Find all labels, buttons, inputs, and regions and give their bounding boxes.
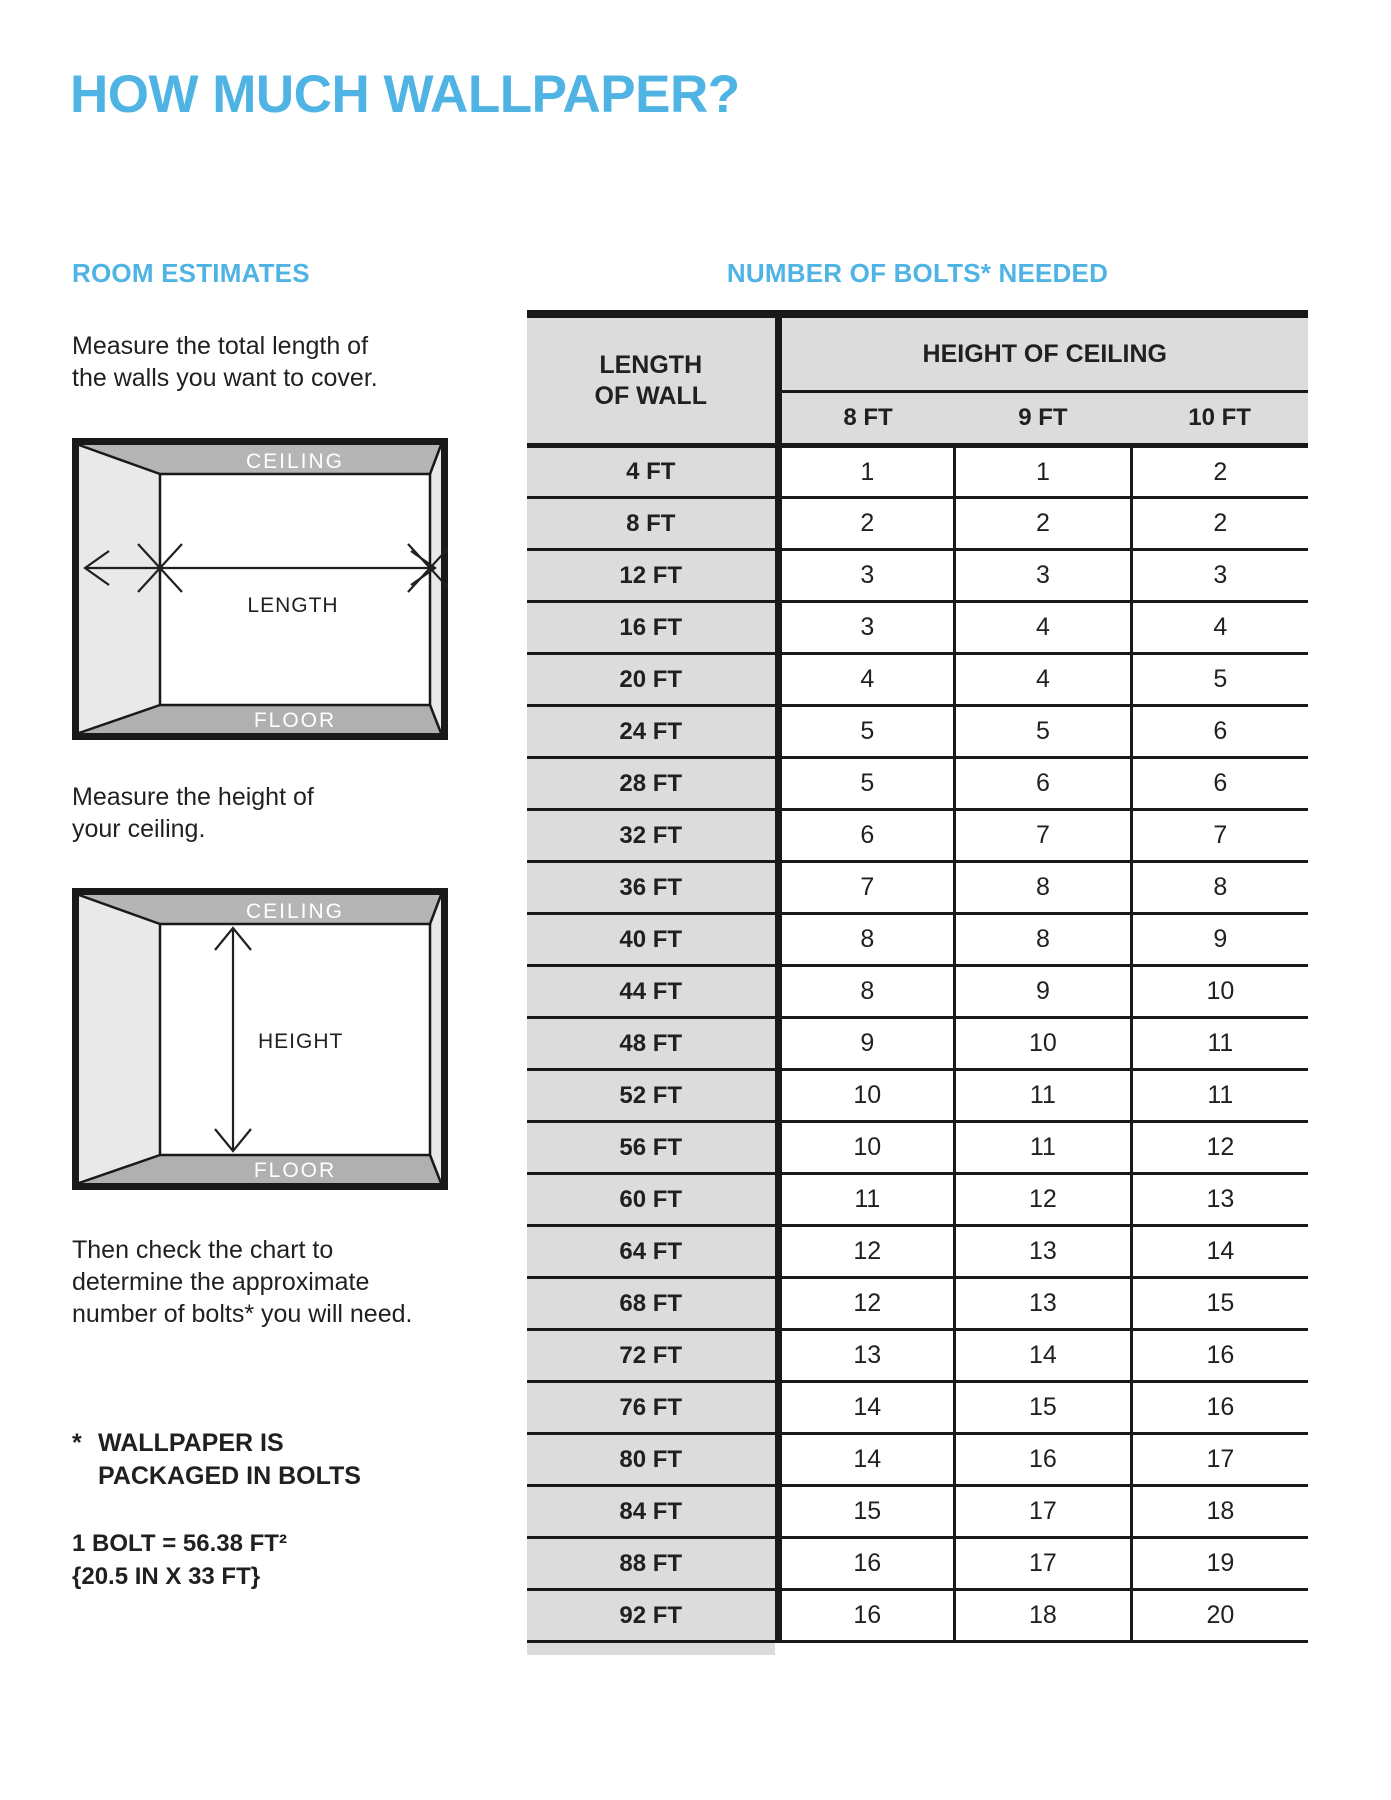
table-row [527,966,1308,1018]
bolt-count-cell: 12 [778,1278,955,1330]
bolt-count-cell: 3 [778,602,955,654]
wall-length-cell: 28 FT [527,758,778,810]
table-header-row [527,314,1308,392]
bolt-count-cell: 10 [778,1070,955,1122]
instruction-line: Then check the chart to [72,1236,334,1264]
ceiling-label: CEILING [245,900,345,923]
bolt-count-cell: 16 [1131,1330,1308,1382]
col-header-10ft: 10 FT [1131,392,1308,446]
bolt-count-cell: 3 [1131,550,1308,602]
bolt-count-cell: 13 [955,1226,1132,1278]
bolt-count-cell: 11 [778,1174,955,1226]
bolt-count-cell: 16 [1131,1382,1308,1434]
table-row [527,602,1308,654]
wall-length-cell: 36 FT [527,862,778,914]
bolt-count-cell: 8 [1131,862,1308,914]
bolt-count-cell: 6 [1131,706,1308,758]
table-row [527,1122,1308,1174]
table-row [527,446,1308,498]
table-body [527,446,1308,1642]
wall-length-cell: 12 FT [527,550,778,602]
wall-length-cell: 92 FT [527,1590,778,1642]
instruction-line: the walls you want to cover. [72,364,378,392]
table-row [527,914,1308,966]
bolt-size-line: 1 BOLT = 56.38 FT² [72,1530,287,1557]
instruction-measure-length [72,330,378,394]
table-row [527,498,1308,550]
bolt-count-cell: 6 [778,810,955,862]
wall-length-cell: 72 FT [527,1330,778,1382]
col-header-8ft: 8 FT [778,392,955,446]
wall-length-cell: 16 FT [527,602,778,654]
bolt-count-cell: 7 [1131,810,1308,862]
instruction-measure-height [72,781,314,845]
table-row [527,810,1308,862]
bolt-count-cell: 4 [778,654,955,706]
bolt-count-cell: 12 [1131,1122,1308,1174]
length-label: LENGTH [247,594,339,617]
instruction-line: Measure the height of [72,783,314,811]
length-of-wall-header [527,314,778,446]
bolt-count-cell: 18 [955,1590,1132,1642]
bolt-count-cell: 5 [778,758,955,810]
instruction-line: number of bolts* you will need. [72,1300,413,1328]
bolt-count-cell: 9 [955,966,1132,1018]
table-row [527,1018,1308,1070]
bolt-count-cell: 8 [778,966,955,1018]
bolt-count-cell: 5 [778,706,955,758]
floor-label: FLOOR [253,1159,337,1182]
wall-length-cell: 68 FT [527,1278,778,1330]
bolt-count-cell: 20 [1131,1590,1308,1642]
bolt-count-cell: 14 [778,1434,955,1486]
room-length-diagram [72,438,448,740]
bolt-count-cell: 3 [778,550,955,602]
bolt-count-cell: 4 [955,602,1132,654]
table-row [527,1538,1308,1590]
footnote-line: WALLPAPER IS [98,1429,284,1457]
table-row [527,1590,1308,1642]
table-row [527,1382,1308,1434]
wall-length-cell: 24 FT [527,706,778,758]
bolt-count-cell: 13 [955,1278,1132,1330]
table-bottom-stub [527,1643,775,1655]
table-row [527,1434,1308,1486]
left-wall-panel [79,445,160,733]
bolts-footnote [72,1427,361,1493]
bolt-count-cell: 12 [778,1226,955,1278]
bolt-count-cell: 15 [955,1382,1132,1434]
bolt-count-cell: 11 [955,1122,1132,1174]
bolt-count-cell: 16 [778,1538,955,1590]
bolt-count-cell: 15 [778,1486,955,1538]
table-row [527,862,1308,914]
wall-length-cell: 60 FT [527,1174,778,1226]
right-wall-panel [430,895,441,1183]
bolt-count-cell: 6 [955,758,1132,810]
room-height-diagram [72,888,448,1190]
footnote-line: PACKAGED IN BOLTS [98,1462,361,1490]
height-label: HEIGHT [258,1030,344,1053]
header-line: LENGTH [599,350,703,379]
bolt-count-cell: 9 [1131,914,1308,966]
bolt-count-cell: 11 [1131,1070,1308,1122]
bolts-table-section [527,258,1308,1655]
wall-length-cell: 56 FT [527,1122,778,1174]
bolt-size-line: {20.5 IN X 33 FT} [72,1563,261,1590]
bolt-count-cell: 17 [1131,1434,1308,1486]
bolt-count-cell: 8 [955,914,1132,966]
bolt-count-cell: 5 [1131,654,1308,706]
instruction-line: Measure the total length of [72,332,369,360]
bolt-count-cell: 14 [1131,1226,1308,1278]
bolt-count-cell: 1 [778,446,955,498]
table-row [527,1278,1308,1330]
wall-length-cell: 8 FT [527,498,778,550]
instruction-line: your ceiling. [72,815,206,843]
bolt-count-cell: 19 [1131,1538,1308,1590]
wall-length-cell: 88 FT [527,1538,778,1590]
instruction-line: determine the approximate [72,1268,370,1296]
wall-length-cell: 84 FT [527,1486,778,1538]
bolt-count-cell: 10 [778,1122,955,1174]
bolt-count-cell: 15 [1131,1278,1308,1330]
table-row [527,1070,1308,1122]
room-estimates-heading: ROOM ESTIMATES [72,258,310,288]
bolt-count-cell: 17 [955,1538,1132,1590]
ceiling-label: CEILING [245,450,345,473]
bolt-count-cell: 13 [1131,1174,1308,1226]
bolt-count-cell: 5 [955,706,1132,758]
right-wall-panel [430,445,441,733]
bolt-count-cell: 12 [955,1174,1132,1226]
bolt-count-cell: 10 [955,1018,1132,1070]
wall-length-cell: 4 FT [527,446,778,498]
bolt-count-cell: 1 [955,446,1132,498]
wall-length-cell: 32 FT [527,810,778,862]
wall-length-cell: 44 FT [527,966,778,1018]
bolt-count-cell: 11 [1131,1018,1308,1070]
page-title: HOW MUCH WALLPAPER? [70,65,740,124]
table-row [527,706,1308,758]
bolt-count-cell: 6 [1131,758,1308,810]
bolt-count-cell: 3 [955,550,1132,602]
table-row [527,1226,1308,1278]
bolt-count-cell: 2 [955,498,1132,550]
bolt-count-cell: 2 [1131,498,1308,550]
wall-length-cell: 80 FT [527,1434,778,1486]
bolt-count-cell: 16 [955,1434,1132,1486]
asterisk: * [72,1429,82,1457]
wall-length-cell: 40 FT [527,914,778,966]
bolt-count-cell: 17 [955,1486,1132,1538]
bolt-count-cell: 9 [778,1018,955,1070]
height-of-ceiling-header: HEIGHT OF CEILING [778,314,1308,392]
table-row [527,550,1308,602]
table-row [527,758,1308,810]
wall-length-cell: 48 FT [527,1018,778,1070]
bolt-count-cell: 7 [778,862,955,914]
bolt-count-cell: 8 [955,862,1132,914]
table-row [527,1174,1308,1226]
bolt-size-info [72,1527,287,1593]
table-row [527,1330,1308,1382]
bolt-count-cell: 4 [955,654,1132,706]
table-row [527,1486,1308,1538]
bolt-count-cell: 14 [955,1330,1132,1382]
bolt-count-cell: 8 [778,914,955,966]
wall-length-cell: 76 FT [527,1382,778,1434]
bolt-count-cell: 4 [1131,602,1308,654]
bolt-count-cell: 2 [1131,446,1308,498]
instruction-check-chart [72,1234,412,1330]
bolt-count-cell: 16 [778,1590,955,1642]
header-line: OF WALL [594,381,707,410]
floor-label: FLOOR [253,709,337,732]
wall-length-cell: 52 FT [527,1070,778,1122]
wall-length-cell: 64 FT [527,1226,778,1278]
bolt-count-cell: 11 [955,1070,1132,1122]
wall-length-cell: 20 FT [527,654,778,706]
back-wall [160,474,430,705]
left-wall-panel [79,895,160,1183]
bolt-count-cell: 18 [1131,1486,1308,1538]
bolt-count-cell: 13 [778,1330,955,1382]
bolt-count-cell: 2 [778,498,955,550]
bolts-needed-heading: NUMBER OF BOLTS* NEEDED [726,258,1109,288]
bolt-count-cell: 10 [1131,966,1308,1018]
bolts-table [527,310,1308,1643]
bolt-count-cell: 7 [955,810,1132,862]
table-row [527,654,1308,706]
bolt-count-cell: 14 [778,1382,955,1434]
col-header-9ft: 9 FT [955,392,1132,446]
